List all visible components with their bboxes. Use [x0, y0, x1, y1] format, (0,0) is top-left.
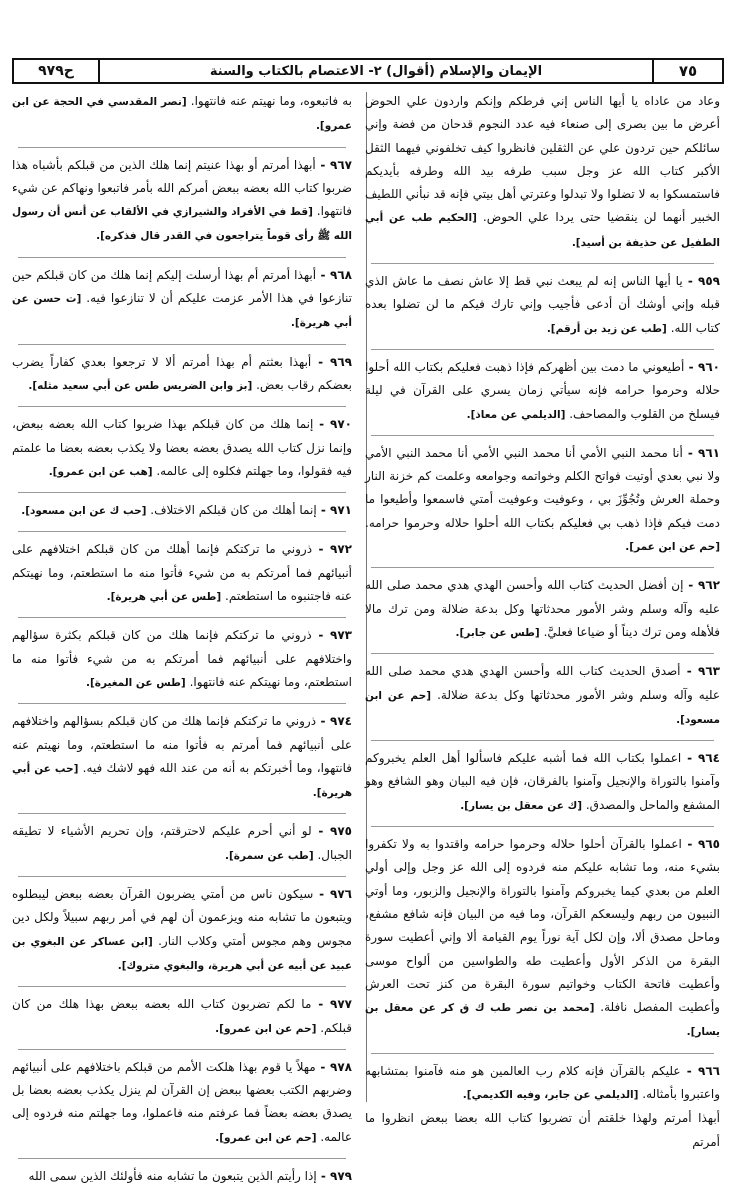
hadith-text: إن أفضل الحديث كتاب الله وأحسن الهدي هدي محمد صلى الله عليه وآله وسلم وشر الأمور محدثاتها وكل بدعة ضلالة ومن ترك مالا فلأهله ومن ترك ديناً أو ضياعا فعليَّ. — [365, 578, 720, 639]
hadith-text: إنما هلك من كان قبلكم بهذا ضربوا كتاب الله بعضه ببعض، وإنما نزل كتاب الله يصدق بعضه بعضا ولا يكذب بعضه بعضا ما علمتم فيه فقولوا، وما جهلتم فكلوه إلى عالمه. — [12, 417, 352, 478]
entry-separator — [18, 978, 346, 987]
entry-separator — [371, 559, 714, 568]
hadith-number: ٩٧٥ — [330, 824, 353, 839]
hadith-text: لو أني أحرم عليكم لاحترقتم، وإن تحريم الأشياء لا تطيقه الجبال. — [12, 824, 352, 862]
entry-separator — [371, 645, 714, 654]
source-citation: [ت حسن عن أبي هريرة]. — [12, 293, 352, 330]
running-header — [12, 58, 724, 84]
continuation-paragraph: به فاتبعوه، وما نهيتم عنه فانتهوا.[نصر المقدسي في الحجة عن ابن عمرو]. — [12, 94, 352, 133]
source-citation: [حب عن أبي هريرة]. — [12, 762, 352, 800]
hadith-number: ٩٧٣ — [330, 628, 352, 643]
hadith-number: ٩٦٨ — [330, 267, 352, 282]
entry-separator — [371, 427, 714, 436]
source-citation: [حم عن ابن عمر]. — [625, 541, 720, 554]
hadith-entry: ٩٦٣ - أصدق الحديث كتاب الله وأحسن الهدي هدي محمد صلى الله عليه وآله وسلم وشر الأمور محدثاتها وكل بدعة ضلالة.[حم عن ابن مسعود]. — [365, 664, 720, 726]
source-citation: [طب عن زيد بن أرقم]. — [546, 322, 667, 335]
hadith-entry: ٩٦٨ - أبهذا أمرتم أم بهذا أرسلت إليكم إنما هلك من كان قبلكم حين تنازعوا في هذا الأمر عزمت عليكم أن لا تنازعوا فيه.[ت حسن عن أبي هريرة]. — [12, 267, 352, 330]
source-citation: [حم عن ابن عمرو]. — [215, 1022, 317, 1035]
hadith-text: مهلاً يا قوم بهذا هلكت الأمم من قبلكم باختلافهم على أنبيائهم وضربهم الكتب بعضها ببعض إن القرآن لم ينزل يكذب بعضه بعضا بل يصدق بعضه بعضاً فما عرفتم منه فاعملوا، وما جهلتم منه فردوه إلى عالمه. — [12, 1059, 352, 1144]
source-citation: [الحكيم طب عن أبي الطفيل عن حذيفة بن أسيد]. — [365, 212, 720, 249]
hadith-number: ٩٧٦ — [330, 887, 353, 902]
hadith-entry: ٩٦٠ - أطيعوني ما دمت بين أظهركم فإذا ذهبت فعليكم بكتاب الله أحلوا حلاله وحرموا حرامه فإنه سيأتي زمان يسري على القرآن في ليلة فيسلخ من القلوب والمصاحف.[الديلمي عن معاذ]. — [365, 359, 720, 421]
source-citation: [حم عن ابن عمرو]. — [215, 1131, 317, 1144]
hadith-number: ٩٧٢ — [330, 542, 352, 557]
entry-separator — [18, 523, 346, 532]
source-citation: [ك عن معقل بن يسار]. — [460, 799, 583, 812]
hadith-number: ٩٦٥ — [698, 837, 720, 852]
hadith-entry: ٩٧٥ - لو أني أحرم عليكم لاحترقتم، وإن تحريم الأشياء لا تطيقه الجبال.[طب عن سمرة]. — [12, 824, 353, 862]
entry-separator — [18, 1041, 346, 1050]
source-citation: [ابن عساكر عن البغوي بن عبيد عن أبيه عن أبي هريرة، والبغوي متروك]. — [12, 935, 352, 972]
hadith-text: ذروني ما تركتكم فإنما أهلك من كان قبلكم اختلافهم على أنبيائهم فما أمرتكم به من شيء فأتوا منه ما استطعتم، وما نهيتكم عنه فاجتنبوه ما استطعتم. — [12, 542, 352, 604]
hadith-entry: ٩٥٩ - يا أيها الناس إنه لم يبعث نبي قط إلا عاش نصف ما عاش الذي قبله وإني أوشك أن أدعى فأجيب وإني تارك فيكم ما لن تضلوا بعده كتاب الله.[طب عن زيد بن أرقم]. — [365, 274, 720, 335]
entry-separator — [18, 336, 346, 345]
hadith-text: إذا رأيتم الذين يتبعون ما تشابه منه فأولئك الذين سمى الله — [28, 1168, 317, 1183]
hadith-text: ذروني ما تركتكم فإنما هلك من كان قبلكم بسؤالهم واختلافهم على أنبيائهم فما أمرتم به فأتوا منه ما استطعتم، وما نهيتم عنه فانتهوا، وما أخبرتكم به أنه من عند الله فهو لاشك فيه. — [12, 714, 352, 775]
hadith-text: أبهذا بعثتم أم بهذا أمرتم ألا لا ترجعوا بعدي كفاراً يضرب بعضكم رقاب بعض. — [12, 354, 352, 392]
source-citation: [حب ك عن ابن مسعود]. — [21, 505, 147, 518]
left-column — [12, 90, 353, 1183]
source-citation: [قط في الأفراد والشيرازي في الألقاب عن أنس أن رسول الله ﷺ رأى قوماً يتراجعون في القدر قال فذكره]. — [12, 206, 352, 243]
source-citation: [حم عن ابن مسعود]. — [365, 689, 720, 726]
hadith-entry: ٩٦٢ - إن أفضل الحديث كتاب الله وأحسن الهدي هدي محمد صلى الله عليه وآله وسلم وشر الأمور محدثاتها وكل بدعة ضلالة ومن ترك مالا فلأهله ومن ترك ديناً أو ضياعا فعليَّ.[طس عن جابر]. — [365, 578, 720, 639]
hadith-entry: ٩٧٣ - ذروني ما تركتكم فإنما هلك من كان قبلكم بكثرة سؤالهم واختلافهم على أنبيائهم فما أمرتكم به من شيء فأتوا منه ما استطعتم، وما نهيتكم عنه فانتهوا.[طس عن المغيرة]. — [12, 628, 352, 689]
hadith-number: ٩٧٩ — [330, 1168, 352, 1183]
hadith-entry: ٩٧٠ - إنما هلك من كان قبلكم بهذا ضربوا كتاب الله بعضه ببعض، وإنما نزل كتاب الله يصدق بعضه بعضا ولا يكذب بعضه بعضا ما علمتم فيه فقولوا، وما جهلتم فكلوه إلى عالمه.[هب عن ابن عمرو]. — [12, 417, 352, 478]
hadith-number: ٩٧٠ — [330, 417, 352, 432]
hadith-text: إنما أهلك من كان قبلكم الاختلاف. — [150, 503, 317, 518]
entry-separator — [371, 1045, 714, 1054]
intro-paragraph: وعاد من عاداه يا أيها الناس إني فرطكم وإنكم واردون علي الحوض أعرض ما بين بصرى إلى صنعاء فيه عدد النجوم قدحان من فضة وإني سائلكم حين تردون علي عن الثقلين فانظروا كيف تخلفوني فيهما الثقل الأكبر كتاب الله عز وجل سبب طرفه بيد الله وطرفه بأيديكم فاستمسكوا به لا تضلوا ولا تبدلوا وعترتي أهل بيتي فإنه قد نبأني اللطيف الخبير أنهما لن ينقضيا حتى يردا علي الحوض.[الحكيم طب عن أبي الطفيل عن حذيفة بن أسيد]. — [365, 94, 720, 249]
hadith-text: اعملوا بكتاب الله فما أشبه عليكم فاسألوا أهل العلم يخبروكم وآمنوا بالتوراة والإنجيل وآمنوا بالفرقان، فإن فيه البيان وهو الشافع وهو المشفع والماحل والمصدق. — [365, 751, 720, 812]
source-citation: [هب عن ابن عمرو]. — [48, 465, 153, 478]
page-number: ٧٥ — [652, 60, 722, 82]
left-entries — [12, 154, 352, 1188]
entry-separator — [371, 255, 714, 264]
hadith-text: أطيعوني ما دمت بين أظهركم فإذا ذهبت فعليكم بكتاب الله أحلوا حلاله وحرموا حرامه فإنه سيأتي زمان يسري على القرآن في ليلة فيسلخ من القلوب والمصاحف. — [365, 359, 720, 421]
hadith-entry: ٩٧١ - إنما أهلك من كان قبلكم الاختلاف.[حب ك عن ابن مسعود]. — [21, 503, 352, 518]
source-citation: [طس عن المغيرة]. — [85, 676, 186, 689]
entry-separator — [371, 341, 714, 350]
hadith-text: أبهذا أمرتم أم بهذا أرسلت إليكم إنما هلك من كان قبلكم حين تنازعوا في هذا الأمر عزمت عليكم أن لا تنازعوا فيه. — [12, 267, 352, 306]
hadith-entry: ٩٧٧ - ما لكم تضربون كتاب الله بعضه ببعض بهذا هلك من كان قبلكم.[حم عن ابن عمرو]. — [12, 997, 352, 1035]
hadith-number: ٩٦١ — [698, 445, 720, 460]
entry-separator — [18, 609, 346, 618]
entry-separator — [18, 868, 346, 877]
source-citation: [بز وابن الضريس طس عن أبي سعيد مثله]. — [28, 379, 253, 392]
hadith-text: يا أيها الناس إنه لم يبعث نبي قط إلا عاش نصف ما عاش الذي قبله وإني أوشك أن أدعى فأجيب وإني تارك فيكم ما لن تضلوا بعده كتاب الله. — [365, 274, 720, 335]
hadith-text: سيكون ناس من أمتي يضربون القرآن بعضه ببعض ليبطلوه ويتبعون ما تشابه منه ويزعمون أن لهم في أمر ربهم سبيلاً ولكل دين مجوس وهم مجوس أمتي وكلاب النار. — [12, 887, 352, 948]
hadith-entry: ٩٦٧ - أبهذا أمرتم أو بهذا عنيتم إنما هلك الذين من قبلكم بأشباه هذا ضربوا كتاب الله بعضه ببعض أمركم الله بأمر فاتبعوا ونهاكم عن شيء فانتهوا.[قط في الأفراد والشيرازي في الألقاب عن أنس أن رسول الله ﷺ رأى قوماً يتراجعون في القدر قال فذكره]. — [12, 157, 352, 243]
hadith-number: ٩٧٧ — [330, 997, 352, 1012]
hadith-text: ذروني ما تركتكم فإنما هلك من كان قبلكم بكثرة سؤالهم واختلافهم على أنبيائهم فما أمرتكم به من شيء فأتوا منه ما استطعتم، وما نهيتكم عنه فانتهوا. — [12, 628, 352, 689]
hadith-text: عليكم بالقرآن فإنه كلام رب العالمين هو منه فآمنوا بمتشابهه واعتبروا بأمثاله. — [365, 1063, 720, 1101]
hadith-text: أبهذا أمرتم أو بهذا عنيتم إنما هلك الذين من قبلكم بأشباه هذا ضربوا كتاب الله بعضه ببعض أمركم الله بأمر فاتبعوا ونهاكم عن شيء فانتهوا. — [12, 157, 352, 219]
source-citation: [نصر المقدسي في الحجة عن ابن عمرو]. — [12, 96, 352, 133]
hadith-entry: ٩٧٨ - مهلاً يا قوم بهذا هلكت الأمم من قبلكم باختلافهم على أنبيائهم وضربهم الكتب بعضها ببعض إن القرآن لم ينزل يكذب بعضه بعضا بل يصدق بعضه بعضاً فما عرفتم منه فاعملوا، وما جهلتم منه فردوه إلى عالمه.[حم عن ابن عمرو]. — [12, 1059, 352, 1144]
hadith-entry: ٩٧٦ - سيكون ناس من أمتي يضربون القرآن بعضه ببعض ليبطلوه ويتبعون ما تشابه منه ويزعمون أن لهم في أمر ربهم سبيلاً ولكل دين مجوس وهم مجوس أمتي وكلاب النار.[ابن عساكر عن البغوي بن عبيد عن أبيه عن أبي هريرة، والبغوي متروك]. — [12, 887, 353, 972]
hadith-entry: ٩٦٦ - عليكم بالقرآن فإنه كلام رب العالمين هو منه فآمنوا بمتشابهه واعتبروا بأمثاله.[الديلمي عن جابر، وفيه الكديمي]. — [365, 1063, 720, 1101]
hadith-number: ٩٧٨ — [330, 1059, 352, 1074]
chapter-title: الإيمان والإسلام (أقوال) ٢- الاعتصام بالكتاب والسنة — [98, 60, 652, 82]
entry-separator — [18, 1150, 346, 1159]
hadith-entry: ٩٧٤ - ذروني ما تركتكم فإنما هلك من كان قبلكم بسؤالهم واختلافهم على أنبيائهم فما أمرتم به فأتوا منه ما استطعتم، وما نهيتم عنه فانتهوا، وما أخبرتكم به أنه من عند الله فهو لاشك فيه.[حب عن أبي هريرة]. — [12, 714, 353, 800]
source-citation: [الديلمي عن جابر، وفيه الكديمي]. — [462, 1088, 639, 1101]
right-column — [365, 90, 720, 1149]
source-citation: [محمد بن نصر طب ك ق كر عن معقل بن يسار]. — [365, 1002, 720, 1039]
source-citation: [طس عن جابر]. — [455, 626, 540, 639]
hadith-entry: ٩٦٩ - أبهذا بعثتم أم بهذا أمرتم ألا لا ترجعوا بعدي كفاراً يضرب بعضكم رقاب بعض.[بز وابن الضريس طس عن أبي سعيد مثله]. — [12, 354, 352, 392]
source-citation: [طب عن سمرة]. — [225, 849, 314, 862]
hadith-entry: ٩٧٢ - ذروني ما تركتكم فإنما أهلك من كان قبلكم اختلافهم على أنبيائهم فما أمرتكم به من شيء فأتوا منه ما استطعتم، وما نهيتكم عنه فاجتنبوه ما استطعتم.[طس عن أبي هريرة]. — [12, 542, 352, 604]
hadith-number: ٩٧٤ — [330, 714, 353, 729]
hadith-number: ٩٦٢ — [698, 578, 720, 593]
source-citation: [الديلمي عن معاذ]. — [466, 408, 566, 421]
hadith-entry: ٩٦٥ - اعملوا بالقرآن أحلوا حلاله وحرموا حرامه واقتدوا به ولا تكفروا بشيء منه، وما تشابه عليكم منه فردوه إلى الله عز وجل وإلى أولي العلم من بعدي كيما يخبروكم وآمنوا بالتوراة والإنجيل والزبور، وما أوتي النبيون من ربهم وليسعكم القرآن، وما فيه من البيان فإنه شافع مشفع، وماحل مصدق ألا، وإن لكل آية نوراً يوم القيامة ألا وإني أعطيت سورة البقرة من الذكر الأول وأعطيت طه والطواسين من ألواح موسى وأعطيت فاتحة الكتاب وخواتيم سورة البقرة من كنز تحت العرش وأعطيت المفصل نافلة.[محمد بن نصر طب ك ق كر عن معقل بن يسار]. — [365, 837, 720, 1039]
entry-separator — [18, 398, 346, 407]
hadith-text: أنا محمد النبي الأمي أنا محمد النبي الأمي أنا محمد النبي الأمي ولا نبي بعدي أوتيت فواتح الكلم وخواتمه وجوامعه وعلمت كم خزنة النار وحملة العرش وتُجُوِّزَ بي ، وعوفيت وعوفيت أمتي فاسمعوا وأطيعوا ما دمت فيكم فإذا ذهب بي فعليكم بكتاب الله أحلوا حلاله وحرموا حرامه. — [365, 445, 720, 530]
entry-separator — [371, 818, 714, 827]
hadith-entry: ٩٦١ - أنا محمد النبي الأمي أنا محمد النبي الأمي أنا محمد النبي الأمي ولا نبي بعدي أوتيت فواتح الكلم وخواتمه وجوامعه وعلمت كم خزنة النار وحملة العرش وتُجُوِّزَ بي ، وعوفيت وعوفيت أمتي فاسمعوا وأطيعوا ما دمت فيكم فإذا ذهب بي فعليكم بكتاب الله أحلوا حلاله وحرموا حرامه.[حم عن ابن عمر]. — [365, 445, 720, 554]
hadith-number: ٩٦٧ — [330, 157, 352, 172]
hadith-number: ٩٥٩ — [698, 274, 720, 289]
hadith-number: ٩٦٠ — [698, 359, 720, 374]
entry-separator — [371, 732, 714, 741]
source-citation: [طس عن أبي هريرة]. — [106, 591, 222, 604]
entry-separator — [18, 695, 346, 704]
hadith-number: ٩٦٩ — [330, 354, 352, 369]
footer-text: أبهذا أمرتم ولهذا خلقتم أن تضربوا كتاب الله بعضا ببعض انظروا ما أمرتم — [365, 1111, 720, 1149]
hadith-text: ما لكم تضربون كتاب الله بعضه ببعض بهذا هلك من كان قبلكم. — [12, 997, 352, 1035]
entry-separator — [18, 249, 346, 258]
entry-separator — [18, 805, 346, 814]
hadith-range: ح٩٧٩ — [38, 63, 74, 79]
hadith-entry: ٩٦٤ - اعملوا بكتاب الله فما أشبه عليكم فاسألوا أهل العلم يخبروكم وآمنوا بالتوراة والإنجيل وآمنوا بالفرقان، فإن فيه البيان وهو الشافع وهو المشفع والماحل والمصدق.[ك عن معقل بن يسار]. — [365, 751, 720, 812]
hadith-number: ٩٦٣ — [698, 664, 720, 679]
hadith-text: اعملوا بالقرآن أحلوا حلاله وحرموا حرامه واقتدوا به ولا تكفروا بشيء منه، وما تشابه عليكم منه فردوه إلى الله عز وجل وإلى أولي العلم من بعدي كيما يخبروكم وآمنوا بالتوراة والإنجيل والزبور، وما أوتي النبيون من ربهم وليسعكم القرآن، وما فيه من البيان فإنه شافع مشفع، وماحل مصدق ألا، وإن لكل آية نوراً يوم القيامة ألا وإني أعطيت سورة البقرة من الذكر الأول وأعطيت طه والطواسين من ألواح موسى وأعطيت فاتحة الكتاب وخواتيم سورة البقرة من كنز تحت العرش وأعطيت المفصل نافلة. — [365, 837, 720, 1015]
hadith-text: أصدق الحديث كتاب الله وأحسن الهدي هدي محمد صلى الله عليه وآله وسلم وشر الأمور محدثاتها وكل بدعة ضلالة. — [365, 664, 720, 702]
hadith-entry: ٩٧٩ - إذا رأيتم الذين يتبعون ما تشابه منه فأولئك الذين سمى الله — [28, 1168, 352, 1183]
hadith-number: ٩٦٤ — [698, 751, 720, 766]
hadith-number: ٩٦٦ — [698, 1063, 720, 1078]
entry-separator — [18, 484, 346, 493]
right-entries — [365, 270, 720, 1107]
entry-separator — [18, 139, 346, 148]
hadith-number: ٩٧١ — [330, 503, 352, 518]
